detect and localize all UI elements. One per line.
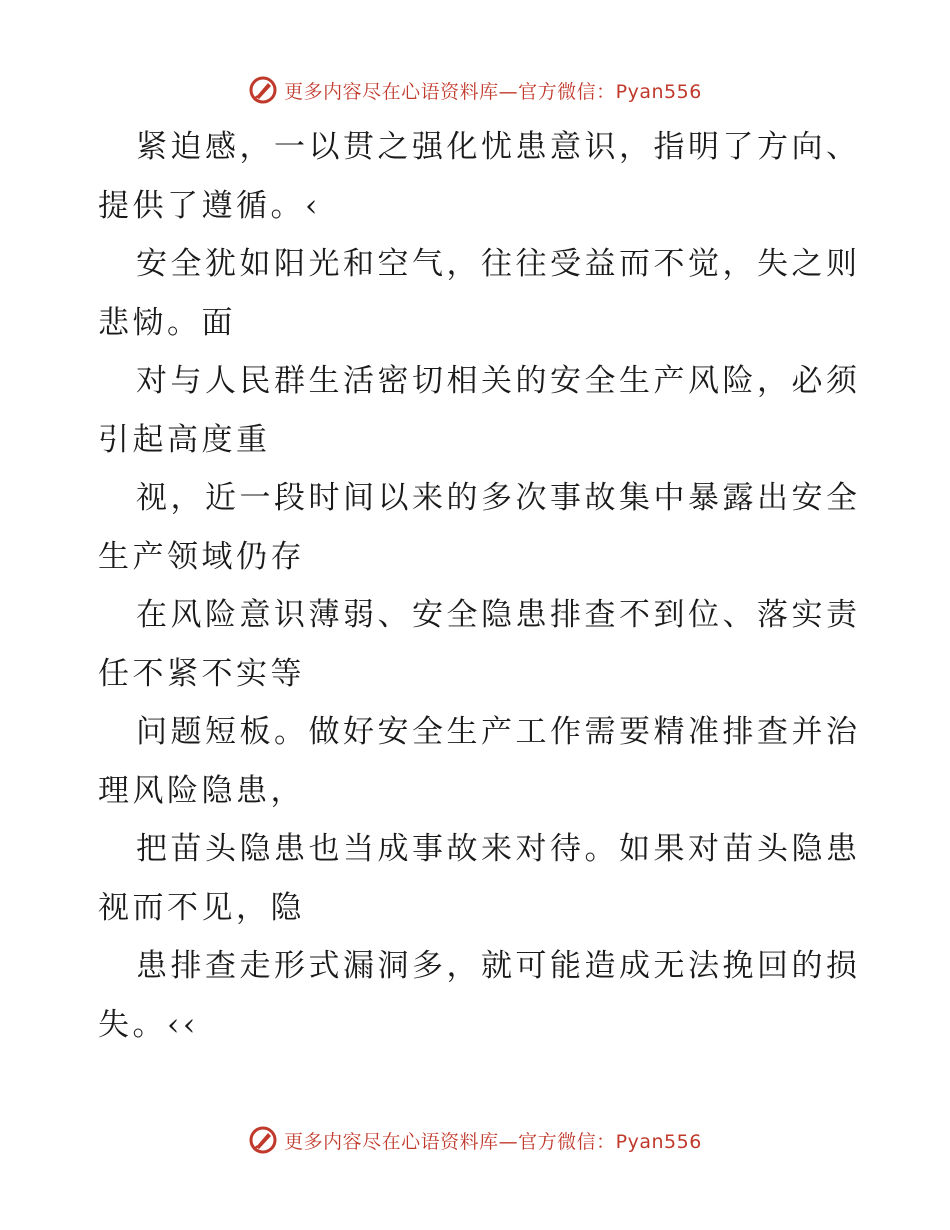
paragraph-line: 视，近一段时间以来的多次事故集中暴露出安全 [136,480,861,516]
paragraph-line: 问题短板。做好安全生产工作需要精准排查并治 [136,714,861,750]
quill-pen-logo-icon [248,75,278,105]
paragraph-line: 生产领域仍存 [98,538,305,575]
paragraph-line: 把苗头隐患也当成事故来对待。如果对苗头隐患 [136,831,861,867]
paragraph-line: 安全犹如阳光和空气，往往受益而不觉，失之则 [136,246,861,282]
banner-text: 更多内容尽在心语资料库—官方微信：Pyan556 [284,1130,702,1153]
paragraph-line: 悲恸。面 [98,304,236,341]
paragraph-line: 任不紧不实等 [98,655,305,692]
paragraph-line: 对与人民群生活密切相关的安全生产风险，必须 [136,363,861,399]
paragraph-line: 理风险隐患， [98,772,305,809]
paragraph-line: 患排查走形式漏洞多，就可能造成无法挽回的损 [136,948,861,984]
quill-pen-logo-icon [248,1125,278,1155]
footer-banner [0,1122,950,1158]
header-banner [0,72,950,108]
paragraph-line: 提供了遵循。‹ [98,187,321,224]
paragraph-line: 紧迫感，一以贯之强化忧患意识，指明了方向、 [136,129,861,165]
paragraph-line: 视而不见，隐 [98,889,305,926]
document-body [98,118,861,1054]
paragraph-line: 在风险意识薄弱、安全隐患排查不到位、落实责 [136,597,861,633]
paragraph-line: 引起高度重 [98,421,271,458]
banner-text: 更多内容尽在心语资料库—官方微信：Pyan556 [284,80,702,103]
paragraph-line: 失。‹‹ [98,1006,199,1043]
